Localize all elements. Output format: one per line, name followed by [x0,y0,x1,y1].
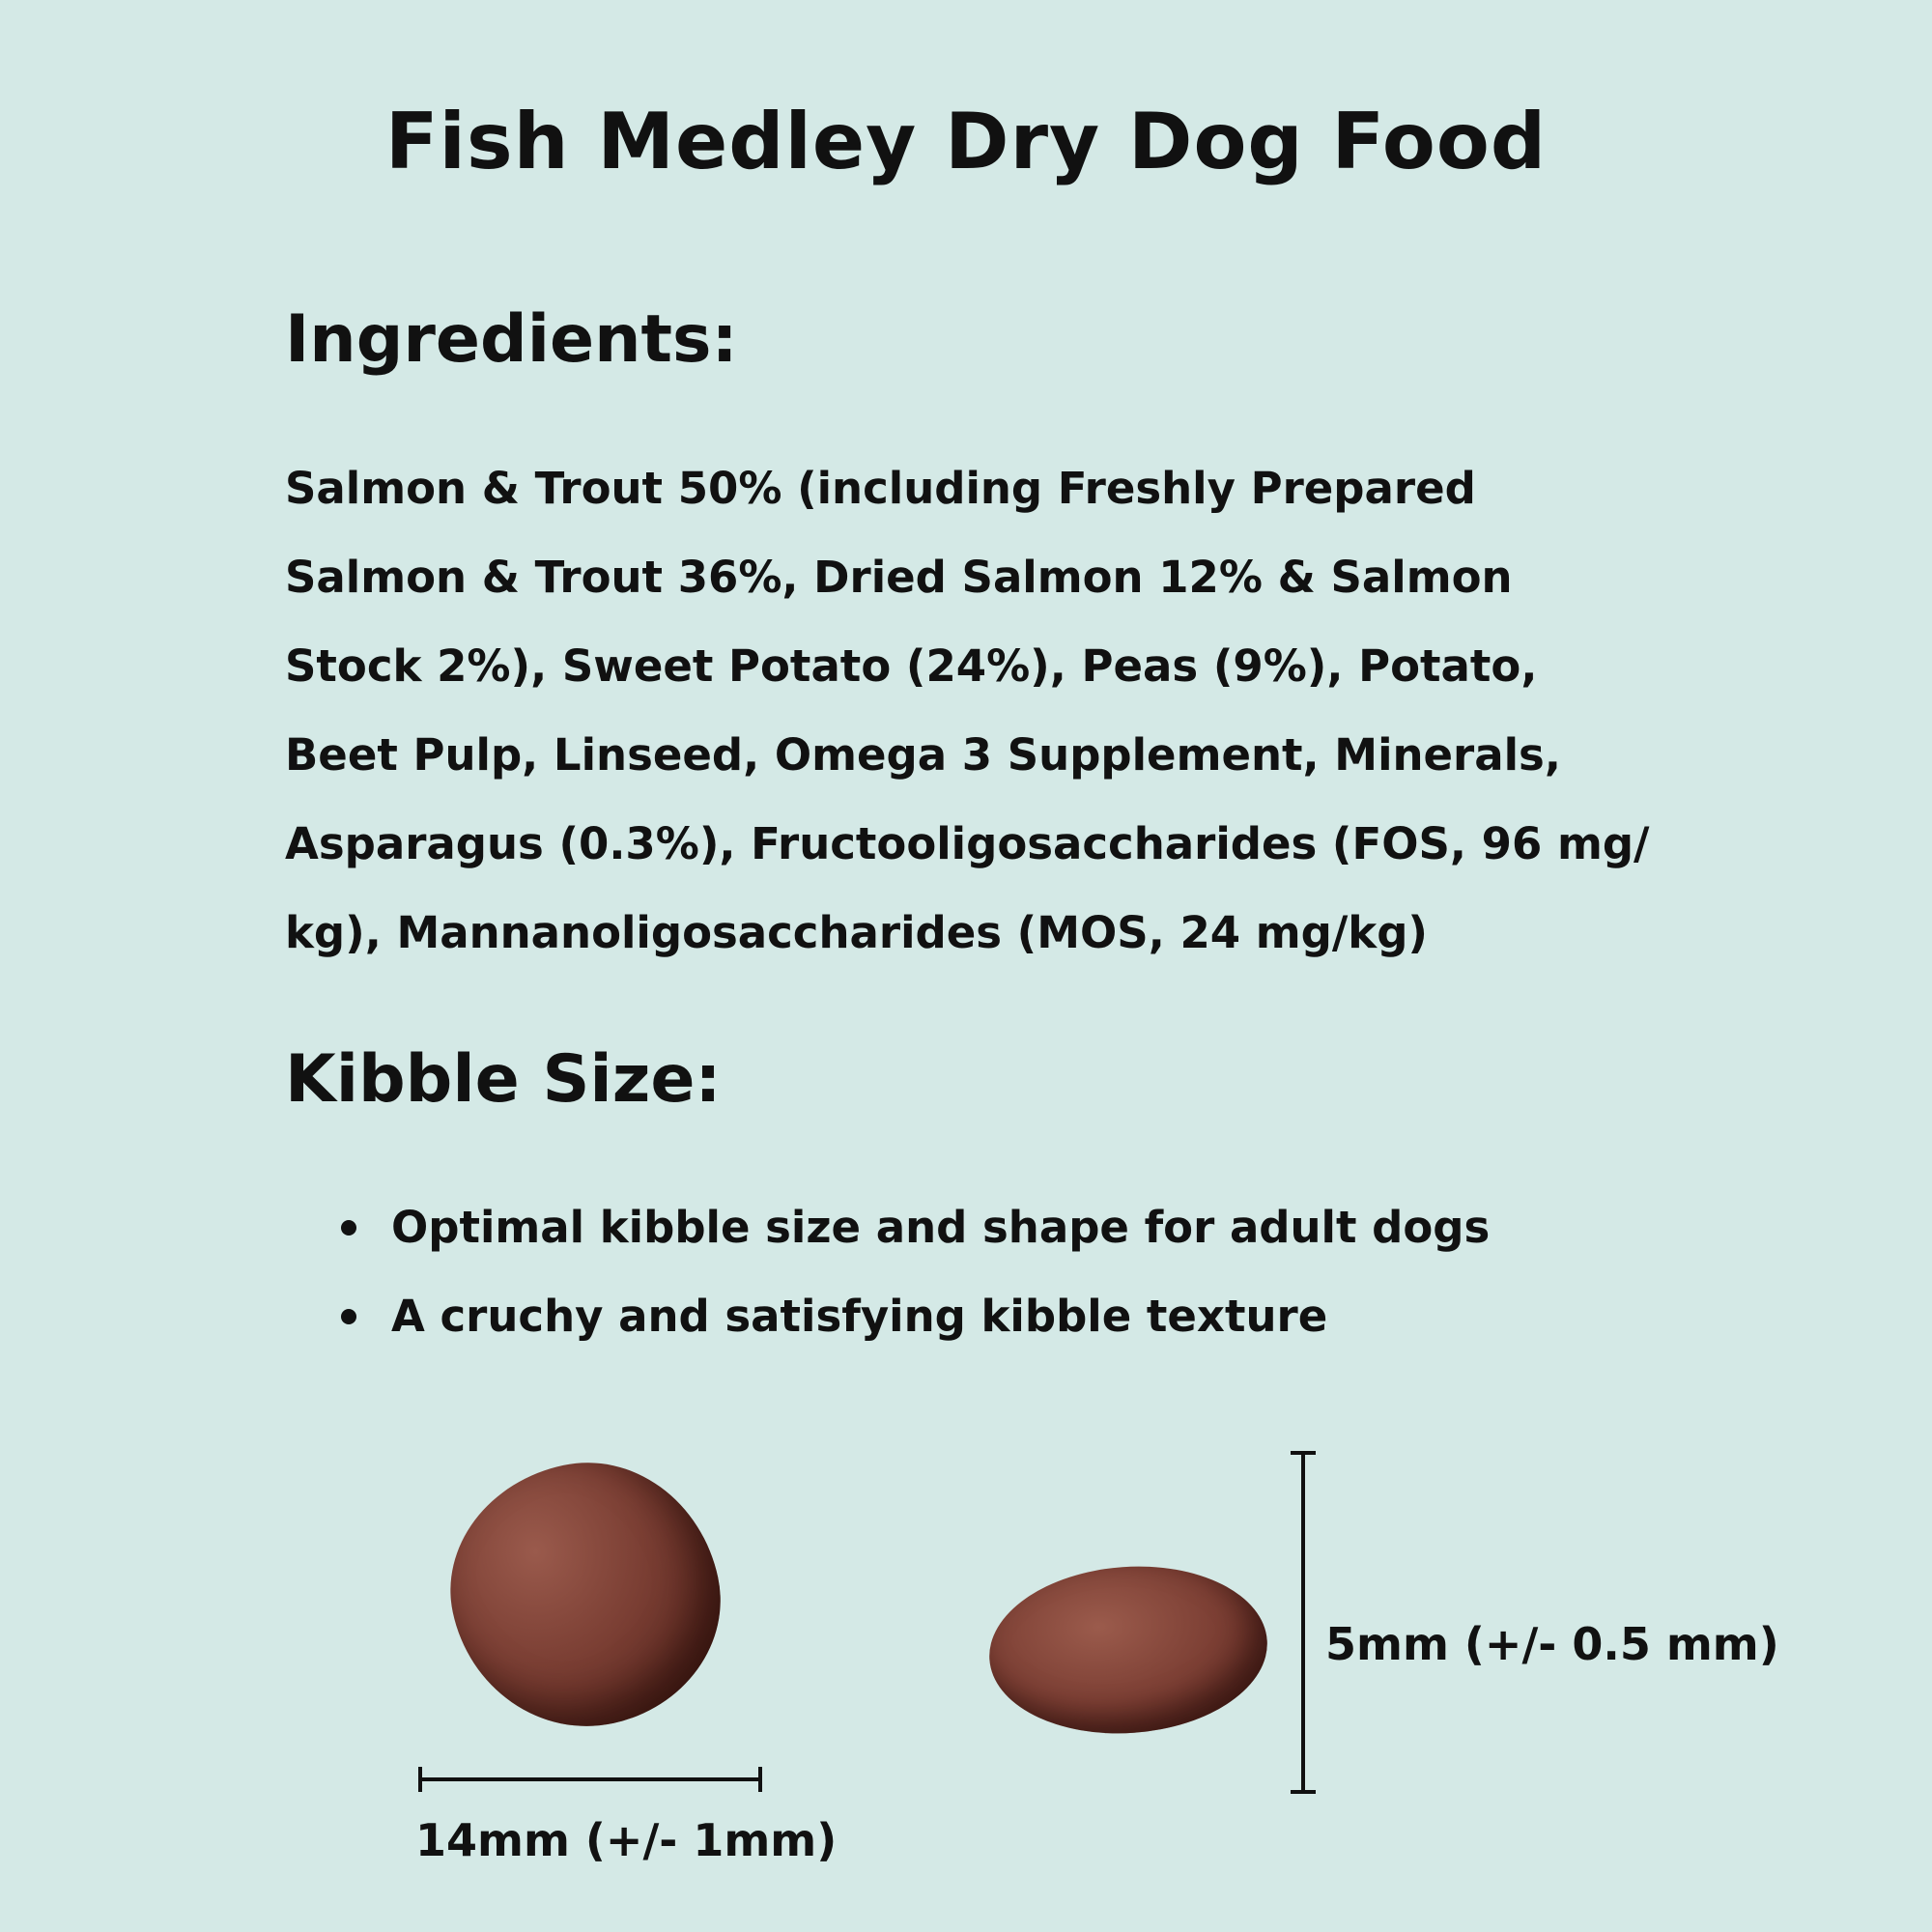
kibble-features-list [333,1183,1490,1361]
page-title: Fish Medley Dry Dog Food [384,97,1548,186]
ingredients-text: Salmon & Trout 50% (including Freshly Prepared Salmon & Trout 36%, Dried Salmon 12% & Salmon Stock 2%), Sweet Potato (24%), Peas (9%), Potato, Beet Pulp, Linseed, Omega 3 Supplement, Minerals, Asparagus (0.3%), Fructooligosaccharides (FOS, 96 mg/ kg), Mannanoligosaccharides (MOS, 24 mg/kg) [285,463,1650,958]
measure-cap [1291,1451,1316,1455]
kibble-side-view-image [983,1557,1272,1743]
kibble-height-measure-line [1301,1451,1305,1794]
list-item [333,1183,1490,1272]
kibble-width-measure-line [418,1777,762,1781]
list-item-text: A cruchy and satisfying kibble texture [391,1291,1328,1342]
list-item [333,1272,1490,1361]
ingredients-heading: Ingredients: [285,301,738,378]
bullet-icon [341,1220,356,1236]
measure-cap [758,1767,762,1792]
bullet-icon [341,1309,356,1324]
kibble-height-label: 5mm (+/- 0.5 mm) [1325,1618,1779,1670]
kibble-front-view-image [428,1438,744,1750]
kibble-size-heading: Kibble Size: [285,1041,722,1118]
kibble-width-label: 14mm (+/- 1mm) [415,1814,838,1866]
measure-cap [418,1767,422,1792]
list-item-text: Optimal kibble size and shape for adult dogs [391,1202,1491,1253]
measure-cap [1291,1790,1316,1794]
